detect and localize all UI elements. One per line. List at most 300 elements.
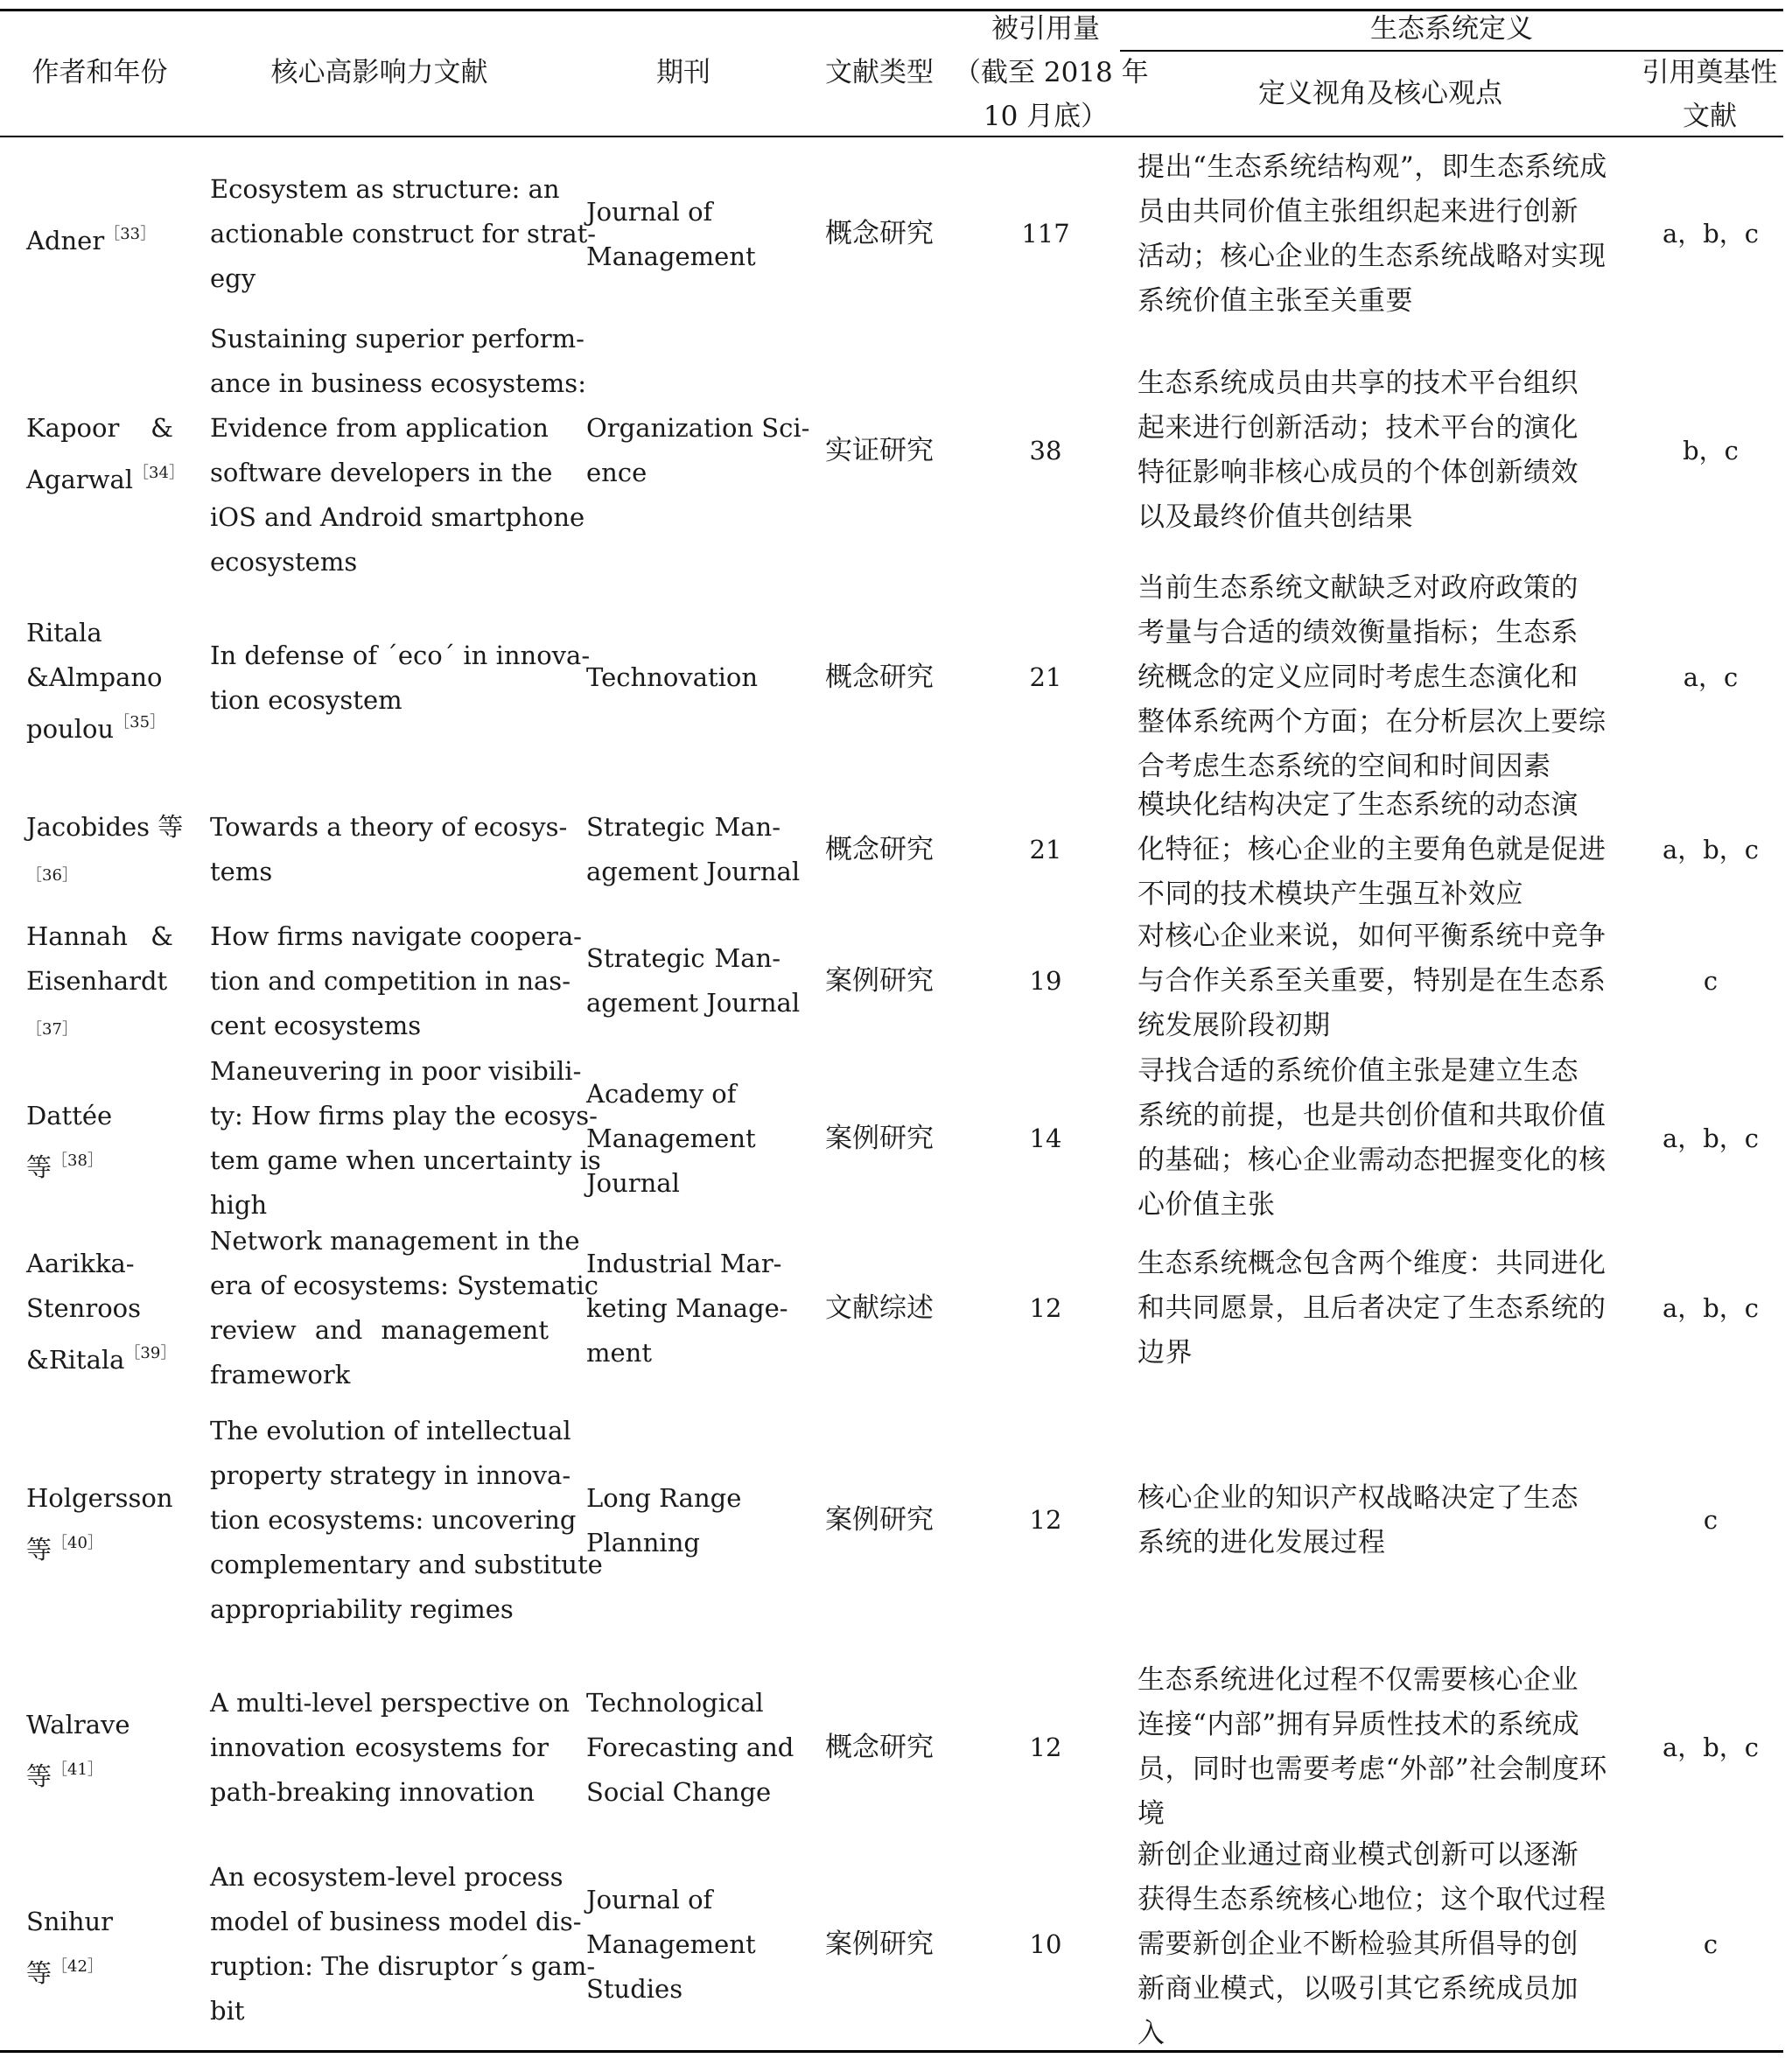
author-year-text: &Ritala [26,1344,125,1375]
author-year-line [26,914,173,959]
definition-viewpoint-line [1138,451,1623,495]
paper-title-text: model of business model dis- [210,1907,582,1936]
paper-title-line [210,1308,549,1353]
journal-name-line [586,1286,788,1331]
definition-viewpoint-text: 员由共同价值主张组织起来进行创新 [1138,195,1578,228]
paper-title-text: In defense of ´eco´ in innova- [210,640,591,670]
author-year-text: 等 [26,1152,52,1182]
reference-number: ［33］ [104,225,157,243]
header-citations-line: （截至 2018 年 [954,57,1149,88]
definition-viewpoint-text: 起来进行创新活动；技术平台的演化 [1138,412,1578,444]
journal-name [586,805,801,894]
author-year-line [26,959,173,1004]
paper-title-text: Ecosystem as structure: an [210,174,560,204]
author-year-text: poulou [26,714,115,744]
paper-title-line [210,1587,549,1632]
paper-title-line [210,317,584,361]
paper-title-line [210,1989,549,2034]
journal-name [586,190,780,279]
definition-viewpoint-text: 以及最终价值共创结果 [1138,501,1413,533]
definition-viewpoint-line [1138,279,1623,324]
citation-count: 38 [1029,435,1062,466]
definition-viewpoint-line [1138,190,1623,234]
header-view: 定义视角及核心观点 [1258,78,1502,109]
definition-viewpoint-line [1138,611,1623,655]
journal-name-text: Studies [586,1973,683,2004]
definition-viewpoint-line [1138,1286,1623,1331]
definition-viewpoint-text: 员，同时也需要考虑“外部”社会制度环 [1138,1754,1607,1785]
journal-name-text: Technological [586,1687,764,1718]
journal-name-line [586,1726,794,1770]
journal-name [586,1878,780,2012]
author-year-text: Snihur [26,1907,114,1936]
citation-count: 117 [1021,219,1070,248]
journal-name-text: Technovation [586,662,759,692]
author-year-line [26,1521,173,1572]
definition-viewpoint-text: 境 [1138,1798,1166,1830]
author-year-text: Adner [26,226,105,256]
paper-title-line [210,1264,599,1308]
journal-name-line [586,1161,780,1206]
journal-name-text: Long Range [586,1482,742,1513]
author-year-text: Agarwal [26,465,134,494]
journal-name-line [586,1072,780,1116]
definition-viewpoint-text: 不同的技术模块产生强互补效应 [1138,878,1523,910]
paper-title-text: bit [210,1996,245,2026]
paper-title-line [210,1409,571,1453]
journal-name-line [586,1331,780,1376]
author-year-line [26,406,173,451]
definition-viewpoint-text: 特征影响非核心成员的个体创新绩效 [1138,457,1578,488]
citation-count: 19 [1029,965,1062,996]
paper-title-line [210,1004,549,1048]
header-foundational-line: 文献 [1683,101,1737,132]
citation-count: 12 [1029,1732,1062,1762]
definition-viewpoint [1138,1049,1623,1228]
author-year-text: Walrave [26,1710,130,1740]
citation-count: 10 [1029,1928,1062,1959]
definition-viewpoint-text: 生态系统概念包含两个维度：共同进化 [1138,1247,1606,1279]
author-year [26,1094,173,1190]
author-year [26,1703,173,1799]
definition-viewpoint-text: 的基础；核心企业需动态把握变化的核 [1138,1144,1606,1176]
definition-viewpoint-line [1138,783,1623,828]
author-year-text: &Almpano [26,662,163,692]
journal-name-line [586,936,780,981]
definition-viewpoint-line [1138,1521,1623,1565]
citation-count: 12 [1029,1292,1062,1323]
definition-viewpoint-line [1138,828,1623,872]
header-citations [954,7,1149,138]
paper-title-text: tion ecosystems: uncovering [210,1505,577,1535]
journal-name-line [586,1116,780,1161]
definition-viewpoint-line [1138,1183,1623,1228]
document-type: 实证研究 [825,434,934,466]
definition-viewpoint-text: 与合作关系至关重要，特别是在生态系 [1138,964,1606,997]
paper-title-line [210,1453,571,1498]
journal-name [586,655,780,700]
journal-name [586,1681,794,1815]
journal-name-line [586,406,810,451]
definition-viewpoint-line [1138,1833,1623,1878]
foundational-literature: a，b，c [1662,219,1760,248]
paper-title-text: review and management [210,1315,549,1345]
paper-title-line [210,1726,549,1770]
journal-name-text: Strategic Man- [586,812,780,842]
paper-title-line [210,1855,564,1900]
author-year-line [26,212,173,263]
author-year-line [26,1004,173,1052]
paper-title-text: egy [210,263,256,293]
paper-title-text: ance in business ecosystems: [210,368,586,398]
header-citations-line: 被引用量 [991,13,1100,45]
journal-name-text: Strategic Man- [586,943,780,973]
definition-viewpoint [1138,1242,1623,1376]
definition-viewpoint-line [1138,700,1623,745]
journal-name-text: agement Journal [586,988,801,1018]
author-year-text: Hannah & [26,920,173,951]
definition-viewpoint [1138,1476,1623,1565]
header-foundational-line: 引用奠基性 [1642,57,1778,88]
paper-title-text: Sustaining superior perform- [210,324,584,354]
paper-title [210,1219,599,1397]
paper-title-text: era of ecosystems: Systematic [210,1270,599,1300]
author-year [26,1476,173,1572]
definition-viewpoint-text: 统发展阶段初期 [1138,1009,1331,1041]
paper-title-line [210,1353,549,1397]
journal-name-line [586,451,780,495]
paper-title-line [210,959,570,1004]
paper-title-line [210,1543,603,1587]
author-year-line [26,611,173,655]
definition-viewpoint-line [1138,1922,1623,1967]
definition-viewpoint-line [1138,1747,1623,1792]
author-year-text: 等 [26,1958,52,1988]
paper-title-text: complementary and substitute [210,1550,603,1579]
paper-title-text: ruption: The disruptor´s gam- [210,1951,596,1981]
definition-viewpoint [1138,361,1623,540]
definition-viewpoint-text: 系统价值主张至关重要 [1138,284,1413,317]
document-type: 概念研究 [825,833,934,865]
journal-name-text: Social Change [586,1776,772,1807]
paper-title-line [210,1770,549,1815]
paper-title-text: framework [210,1360,351,1390]
paper-title-text: actionable construct for strat- [210,219,597,248]
author-year-line [26,1476,173,1521]
definition-viewpoint-line [1138,1138,1623,1183]
paper-title-text: cent ecosystems [210,1010,422,1040]
journal-name-line [586,1878,780,1922]
document-type: 案例研究 [825,1122,934,1154]
paper-title-text: How firms navigate coopera- [210,920,582,951]
paper-title-line [210,256,549,301]
paper-title-text: Towards a theory of ecosys- [210,812,568,842]
reference-number: ［37］ [26,1019,78,1039]
journal-name-line [586,1242,780,1286]
paper-title-line [210,1094,598,1138]
journal-name-text: Forecasting and [586,1732,794,1762]
definition-viewpoint-text: 模块化结构决定了生态系统的动态演 [1138,788,1578,821]
author-year [26,914,173,1052]
definition-viewpoint-line [1138,234,1623,279]
document-type: 案例研究 [825,1504,934,1536]
paper-title-text: iOS and Android smartphone [210,502,585,532]
foundational-literature: c [1703,1505,1718,1535]
header-author: 作者和年份 [32,57,168,88]
citation-count: 21 [1029,662,1062,692]
paper-title-line [210,451,553,495]
header-bottom-rule [0,136,1783,137]
paper-title [210,1681,570,1815]
definition-viewpoint [1138,783,1623,917]
definition-viewpoint-text: 化特征；核心企业的主要角色就是促进 [1138,833,1606,865]
paper-title-line [210,850,549,894]
paper-title-line [210,1900,582,1944]
definition-viewpoint-text: 系统的前提，也是共创价值和共取价值 [1138,1100,1606,1131]
paper-title-line [210,1498,577,1543]
foundational-literature: a，c [1683,662,1739,692]
journal-name-line [586,805,780,850]
paper-title [210,914,582,1048]
journal-name-line [586,1476,780,1521]
author-year-text: 等 [26,1534,52,1564]
author-year-text: Dattée [26,1101,113,1130]
definition-viewpoint-text: 合考虑生态系统的空间和时间因素 [1138,751,1551,782]
journal-name-text: Industrial Mar- [586,1248,782,1278]
paper-title-text: innovation ecosystems for [210,1732,549,1762]
citation-count: 12 [1029,1505,1062,1535]
reference-number: ［42］ [52,1957,103,1976]
paper-title-line [210,1138,601,1183]
document-type: 案例研究 [825,964,934,997]
foundational-literature: a，b，c [1662,1732,1760,1762]
definition-viewpoint-line [1138,145,1623,190]
paper-title-text: Evidence from application [210,413,549,443]
journal-name-text: Journal [586,1167,680,1198]
definition-viewpoint-text: 活动；核心企业的生态系统战略对实现 [1138,240,1606,272]
author-year-line [26,1138,173,1190]
definition-viewpoint-line [1138,1049,1623,1094]
journal-name [586,1072,780,1206]
paper-title-text: tem game when uncertainty is [210,1145,601,1175]
journal-name-text: Management [586,241,756,271]
journal-name-text: Management [586,1928,756,1959]
journal-name-line [586,850,801,894]
author-year-line [26,1900,173,1944]
header-foundational [1636,51,1783,138]
paper-title-line [210,914,582,959]
definition-viewpoint-text: 新商业模式，以吸引其它系统成员加 [1138,1972,1578,2005]
header-journal: 期刊 [656,57,710,88]
journal-name [586,936,801,1026]
paper-title-text: ecosystems [210,547,358,577]
author-year-text: 等 [26,1761,52,1791]
foundational-literature: b，c [1683,435,1739,466]
header-paper: 核心高影响力文献 [270,57,488,88]
author-year-line [26,655,173,700]
paper-title-line [210,805,568,850]
definition-viewpoint-line [1138,1703,1623,1747]
paper-title-text: An ecosystem-level process [210,1862,564,1892]
definition-viewpoint-line [1138,1967,1623,2012]
author-year [26,1900,173,1996]
author-year-text: Jacobides 等 [26,812,184,842]
author-year-line [26,1944,173,1996]
foundational-literature: a，b，c [1662,834,1760,864]
header-citations-line: 10 月底） [983,101,1109,132]
paper-title [210,1409,603,1632]
paper-title-text: tion and competition in nas- [210,965,570,996]
journal-name-line [586,1681,780,1726]
paper-title-line [210,1049,582,1094]
document-type: 概念研究 [825,662,934,693]
definition-viewpoint [1138,1658,1623,1837]
definition-viewpoint-line [1138,2012,1623,2056]
paper-title [210,634,591,723]
author-year-line [26,451,185,502]
paper-title-text: A multi-level perspective on [210,1687,570,1718]
journal-name-text: Journal of [586,196,713,227]
reference-number: ［35］ [114,713,166,732]
journal-name-text: ment [586,1337,652,1368]
definition-viewpoint-text: 寻找合适的系统价值主张是建立生态 [1138,1055,1578,1087]
paper-title-text: ty: How firms play the ecosys- [210,1101,598,1130]
author-year-line [26,1286,173,1331]
definition-viewpoint-text: 考量与合适的绩效衡量指标；生态系 [1138,617,1578,648]
paper-title-line [210,634,591,678]
paper-title-text: Network management in the [210,1226,580,1256]
paper-title-text: Maneuvering in poor visibili- [210,1056,582,1086]
paper-title-text: The evolution of intellectual [210,1416,571,1446]
reference-number: ［34］ [133,464,185,482]
author-year-line [26,1094,173,1138]
paper-title [210,1049,601,1228]
journal-name-line [586,655,780,700]
definition-viewpoint-line [1138,655,1623,700]
journal-name-text: agement Journal [586,857,801,886]
definition-viewpoint-line [1138,1878,1623,1922]
journal-name [586,1476,780,1565]
definition-viewpoint-line [1138,1658,1623,1703]
journal-name-text: Planning [586,1527,700,1558]
reference-number: ［38］ [52,1152,103,1170]
definition-viewpoint-text: 统概念的定义应同时考虑生态演化和 [1138,662,1578,693]
definition-viewpoint-text: 生态系统成员由共享的技术平台组织 [1138,368,1578,399]
paper-title-line [210,167,560,212]
paper-title-line [210,406,549,451]
journal-name-line [586,190,780,234]
reference-number: ［41］ [52,1760,103,1779]
definition-viewpoint-line [1138,1792,1623,1837]
paper-title-line [210,1944,596,1989]
author-year-text: Stenroos [26,1292,142,1323]
definition-viewpoint [1138,566,1623,789]
definition-viewpoint-text: 获得生态系统核心地位；这个取代过程 [1138,1883,1606,1915]
definition-viewpoint-line [1138,566,1623,611]
author-year [26,611,173,752]
definition-viewpoint-line [1138,1094,1623,1138]
author-year [26,1242,177,1382]
author-year-line [26,1747,173,1799]
definition-viewpoint-line [1138,1242,1623,1286]
paper-title [210,167,597,301]
foundational-literature: c [1703,1928,1718,1959]
journal-name-line [586,1521,780,1565]
definition-viewpoint-line [1138,959,1623,1004]
definition-viewpoint-text: 连接“内部”拥有异质性技术的系统成 [1138,1709,1580,1740]
paper-title-line [210,495,585,540]
journal-name-line [586,981,801,1026]
paper-title-text: high [210,1190,268,1220]
paper-title [210,317,586,584]
definition-viewpoint-line [1138,1331,1623,1376]
author-year-line [26,1331,177,1382]
journal-name-line [586,234,780,279]
author-year-line [26,1242,173,1286]
document-type: 概念研究 [825,1731,934,1763]
journal-name-text: Academy of [586,1078,737,1109]
definition-viewpoint-text: 整体系统两个方面；在分析层次上要综 [1138,706,1606,738]
definition-viewpoint-text: 新创企业通过商业模式创新可以逐渐 [1138,1838,1578,1871]
definition-viewpoint-text: 核心企业的知识产权战略决定了生态 [1138,1481,1578,1514]
definition-viewpoint-text: 系统的进化发展过程 [1138,1526,1386,1558]
paper-title-line [210,540,549,584]
foundational-literature: c [1703,965,1718,996]
definition-viewpoint-line [1138,406,1623,451]
foundational-literature: a，b，c [1662,1292,1760,1323]
journal-name-text: ence [586,458,648,487]
author-year-line [26,700,173,752]
author-year-text: Holgersson [26,1482,173,1513]
paper-title-text: appropriability regimes [210,1594,514,1624]
journal-name-text: Management [586,1123,756,1153]
definition-viewpoint-text: 提出“生态系统结构观”，即生态系统成 [1138,150,1607,183]
author-year-text: Eisenhardt [26,965,168,996]
author-year-line [26,850,173,898]
definition-viewpoint-line [1138,361,1623,406]
paper-title [210,1855,596,2034]
paper-title-line [210,1219,580,1264]
definition-viewpoint-text: 入 [1138,2017,1166,2049]
paper-title-line [210,361,586,406]
paper-title-text: software developers in the [210,458,553,487]
paper-title-text: path-breaking innovation [210,1776,535,1807]
definition-viewpoint-text: 心价值主张 [1138,1189,1276,1221]
definition-viewpoint-line [1138,1004,1623,1048]
paper-title-line [210,212,597,256]
definition-viewpoint-text: 需要新创企业不断检验其所倡导的创 [1138,1928,1578,1960]
paper-title-line [210,1681,570,1726]
definition-viewpoint-text: 和共同愿景，且后者决定了生态系统的 [1138,1292,1606,1324]
citation-count: 21 [1029,834,1062,864]
author-year-text: Kapoor & [26,413,173,443]
reference-number: ［36］ [26,866,78,885]
journal-name-line [586,1967,780,2012]
paper-title-text: tems [210,857,273,886]
definition-viewpoint [1138,1833,1623,2056]
paper-title-line [210,678,549,723]
journal-name-text: Organization Sci- [586,413,810,443]
author-year [26,212,173,263]
journal-name-text: keting Manage- [586,1292,788,1323]
journal-name-text: Journal of [586,1884,713,1914]
definition-viewpoint-text: 生态系统进化过程不仅需要核心企业 [1138,1664,1578,1696]
author-year-text: Ritala [26,618,102,648]
header-type: 文献类型 [825,57,934,88]
definition-viewpoint-line [1138,872,1623,917]
citation-count: 14 [1029,1123,1062,1153]
definition-viewpoint [1138,914,1623,1048]
